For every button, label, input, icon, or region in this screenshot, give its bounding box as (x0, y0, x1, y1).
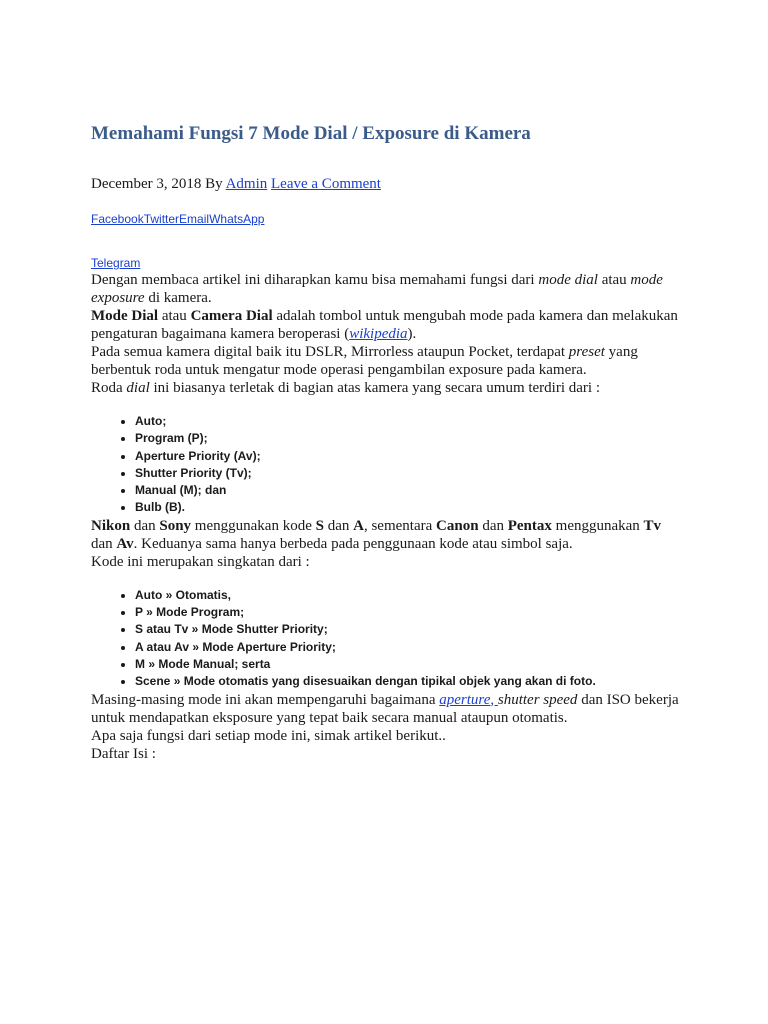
text-run: Dengan membaca artikel ini diharapkan kamu bisa memahami fungsi dari (91, 272, 539, 288)
leave-comment-link[interactable]: Leave a Comment (271, 176, 381, 192)
share-twitter-link[interactable]: Twitter (143, 212, 180, 226)
text-run: menggunakan (551, 517, 644, 534)
list-item: • Aperture Priority (Av); (135, 448, 681, 465)
next-section-paragraph: Apa saja fungsi dari setiap mode ini, simak artikel berikut.. (91, 727, 446, 744)
text-run: dan (323, 517, 354, 534)
text-run: Pentax (507, 517, 552, 534)
text-run: Mode Dial (91, 308, 159, 324)
preset-paragraph (91, 343, 681, 379)
list-item: • S atau Tv » Mode Shutter Priority; (135, 621, 681, 638)
text-run: dan (91, 535, 117, 552)
text-run: dan (478, 517, 508, 534)
telegram-share (91, 255, 681, 271)
share-email-link[interactable]: Email (179, 212, 210, 226)
list-item: • Shutter Priority (Tv); (135, 465, 681, 482)
intro-paragraph (91, 271, 681, 307)
author-link[interactable]: Admin (225, 176, 268, 192)
text-run: ). (407, 326, 417, 342)
text-run: S (315, 517, 324, 534)
text-run: preset (568, 344, 605, 360)
text-run: Pada semua kamera digital baik itu DSLR, Mirrorless ataupun Pocket, terdapat (91, 344, 569, 360)
text-run: mode dial (538, 272, 598, 288)
abbreviation-list (91, 587, 681, 691)
aperture-link[interactable]: aperture (439, 691, 491, 708)
text-run: Sony (159, 517, 192, 534)
share-links (91, 211, 681, 227)
text-run: atau (158, 308, 191, 324)
text-run: Masing-masing mode ini akan mempengaruhi bagaimana (91, 691, 440, 708)
text-run: Roda (91, 380, 127, 396)
post-date: December 3, 2018 (91, 176, 202, 192)
brand-codes-paragraph (91, 517, 681, 553)
text-run: yang berbentuk roda untuk mengatur mode operasi pengambilan exposure pada kamera. (91, 344, 638, 378)
wikipedia-link[interactable]: wikipedia (349, 326, 408, 342)
text-run: Camera Dial (190, 308, 273, 324)
list-item: • M » Mode Manual; serta (135, 656, 681, 673)
text-run: menggunakan kode (191, 517, 316, 534)
mode-list (91, 413, 681, 517)
list-item: • Auto; (135, 413, 681, 430)
text-run: dial (126, 380, 150, 396)
text-run: di kamera. (144, 290, 212, 306)
article (91, 122, 681, 763)
mode-dial-paragraph (91, 307, 681, 343)
share-facebook-link[interactable]: Facebook (91, 212, 144, 226)
share-telegram-link[interactable]: Telegram (91, 256, 141, 270)
comma-link[interactable]: , (490, 691, 498, 708)
article-meta (91, 174, 681, 194)
text-run: , sementara (363, 517, 437, 534)
text-run: dan (130, 517, 160, 534)
text-run: Canon (436, 517, 479, 534)
text-run: shutter speed (497, 691, 578, 708)
list-item: • P » Mode Program; (135, 604, 681, 621)
list-item: • Bulb (B). (135, 499, 681, 516)
list-item: • A atau Av » Mode Aperture Priority; (135, 639, 681, 656)
text-run: atau (597, 272, 631, 288)
list-item: • Program (P); (135, 430, 681, 447)
text-run: ini biasanya terletak di bagian atas kamera yang secara umum terdiri dari : (149, 380, 600, 396)
share-whatsapp-link[interactable]: WhatsApp (209, 212, 265, 226)
table-of-contents-heading: Daftar Isi : (91, 745, 156, 762)
dial-location-paragraph (91, 379, 681, 397)
text-run: Tv (643, 517, 662, 534)
list-item: • Scene » Mode otomatis yang disesuaikan dengan tipikal objek yang akan di foto. (135, 673, 681, 690)
list-item: • Manual (M); dan (135, 482, 681, 499)
article-title: Memahami Fungsi 7 Mode Dial / Exposure di Kamera (91, 123, 531, 144)
text-run: adalah tombol untuk mengubah mode pada kamera dan melakukan pengaturan bagaimana kamera beroperasi ( (91, 308, 678, 342)
text-run: Nikon (91, 517, 131, 534)
abbreviation-intro: Kode ini merupakan singkatan dari : (91, 553, 310, 570)
text-run: Av (116, 535, 134, 552)
text-run: dan ISO bekerja untuk mendapatkan eksposure yang tepat baik secara manual ataupun otomatis. (91, 691, 679, 726)
by-label: By (205, 176, 223, 192)
text-run: A (353, 517, 364, 534)
text-run: . Keduanya sama hanya berbeda pada penggunaan kode atau simbol saja. (133, 535, 573, 552)
list-item: • Auto » Otomatis, (135, 587, 681, 604)
text-run: mode exposure (91, 272, 663, 306)
exposure-paragraph (91, 691, 681, 727)
